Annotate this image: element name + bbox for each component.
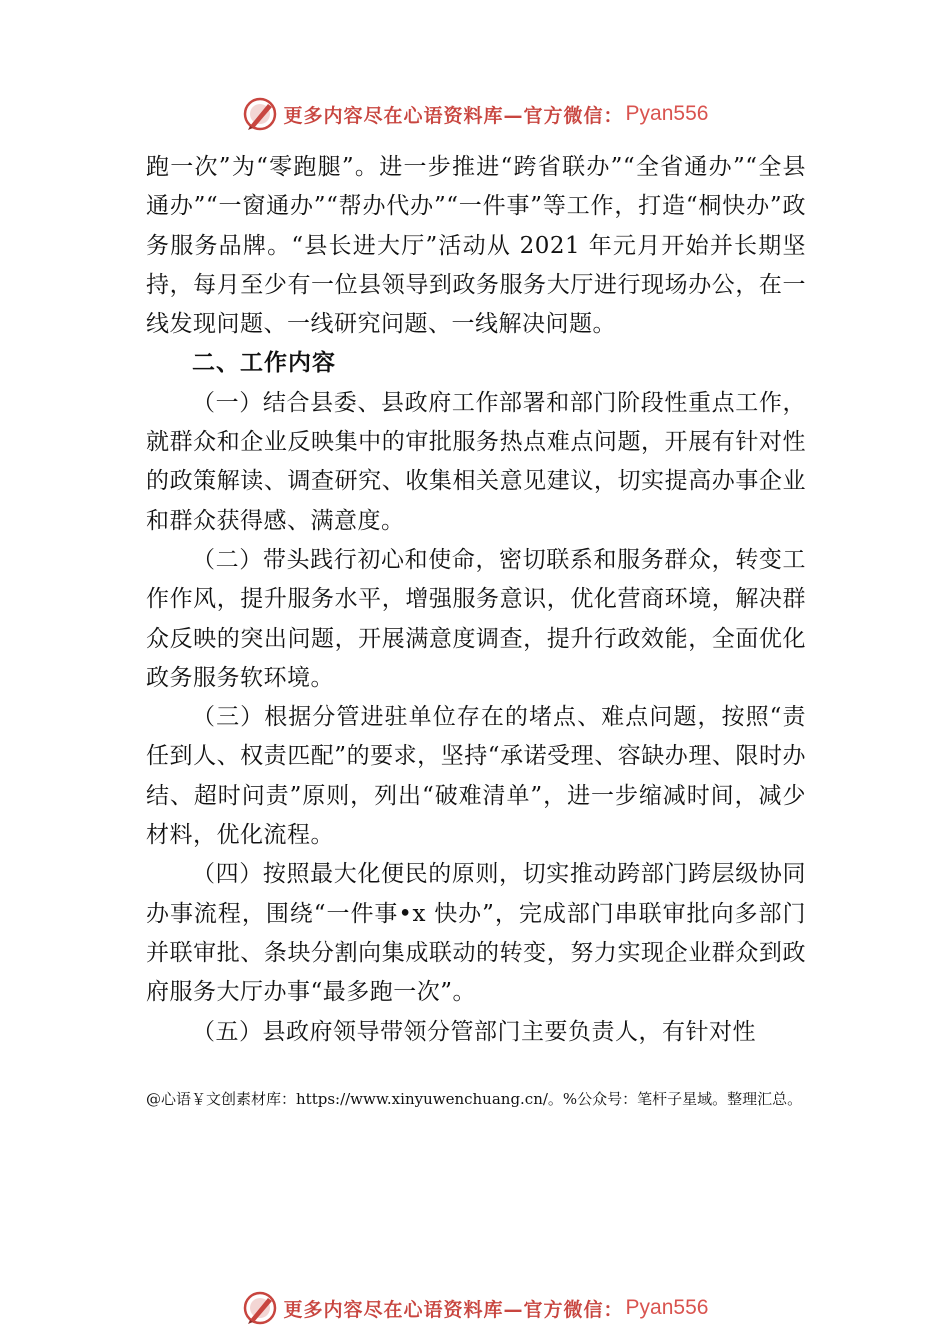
paragraph-intro: 跑一次”为“零跑腿”。进一步推进“跨省联办”“全省通办”“全县通办”“一窗通办”“帮办代办”“一件事”等工作，打造“桐快办”政务服务品牌。“县长进大厅”活动从 2021 年元月开始并长期坚持，每月至少有一位县领导到政务服务大厅进行现场办公，在一线发现问题、一线研究问题、一线解决问题。: [146, 154, 806, 338]
paragraph-item-2: （二）带头践行初心和使命，密切联系和服务群众，转变工作作风，提升服务水平，增强服务意识，优化营商环境，解决群众反映的突出问题，开展满意度调查，提升行政效能，全面优化政务服务软环境。: [146, 546, 806, 691]
pen-seal-logo-icon: [242, 1290, 278, 1326]
banner-text: 更多内容尽在心语资料库—官方微信：: [283, 1298, 624, 1321]
header-banner: [0, 94, 950, 134]
footer-banner: [0, 1288, 950, 1328]
document-body: [146, 148, 806, 1052]
pen-seal-logo-icon: [242, 96, 278, 132]
banner-account: Pyan556: [625, 1296, 709, 1319]
section-heading: 二、工作内容: [192, 350, 336, 377]
paragraph-item-1: （一）结合县委、县政府工作部署和部门阶段性重点工作，就群众和企业反映集中的审批服务热点难点问题，开展有针对性的政策解读、调查研究、收集相关意见建议，切实提高办事企业和群众获得感、满意度。: [146, 389, 806, 534]
paragraph-item-3: （三）根据分管进驻单位存在的堵点、难点问题，按照“责任到人、权责匹配”的要求，坚持“承诺受理、容缺办理、限时办结、超时问责”原则，列出“破难清单”，进一步缩减时间，减少材料，优化流程。: [146, 704, 806, 849]
paragraph-item-5: （五）县政府领导带领分管部门主要负责人，有针对性: [192, 1018, 756, 1045]
banner-text: 更多内容尽在心语资料库—官方微信：: [283, 104, 624, 127]
paragraph-item-4: （四）按照最大化便民的原则，切实推动跨部门跨层级协同办事流程，围绕“一件事•x 快办”，完成部门串联审批向多部门并联审批、条块分割向集成联动的转变，努力实现企业群众到政府服务大厅办事“最多跑一次”。: [146, 861, 806, 1006]
banner-account: Pyan556: [625, 102, 709, 125]
footer-note: @心语￥文创素材库：https://www.xinyuwenchuang.cn/。%公众号：笔杆子星域。整理汇总。: [146, 1090, 803, 1108]
